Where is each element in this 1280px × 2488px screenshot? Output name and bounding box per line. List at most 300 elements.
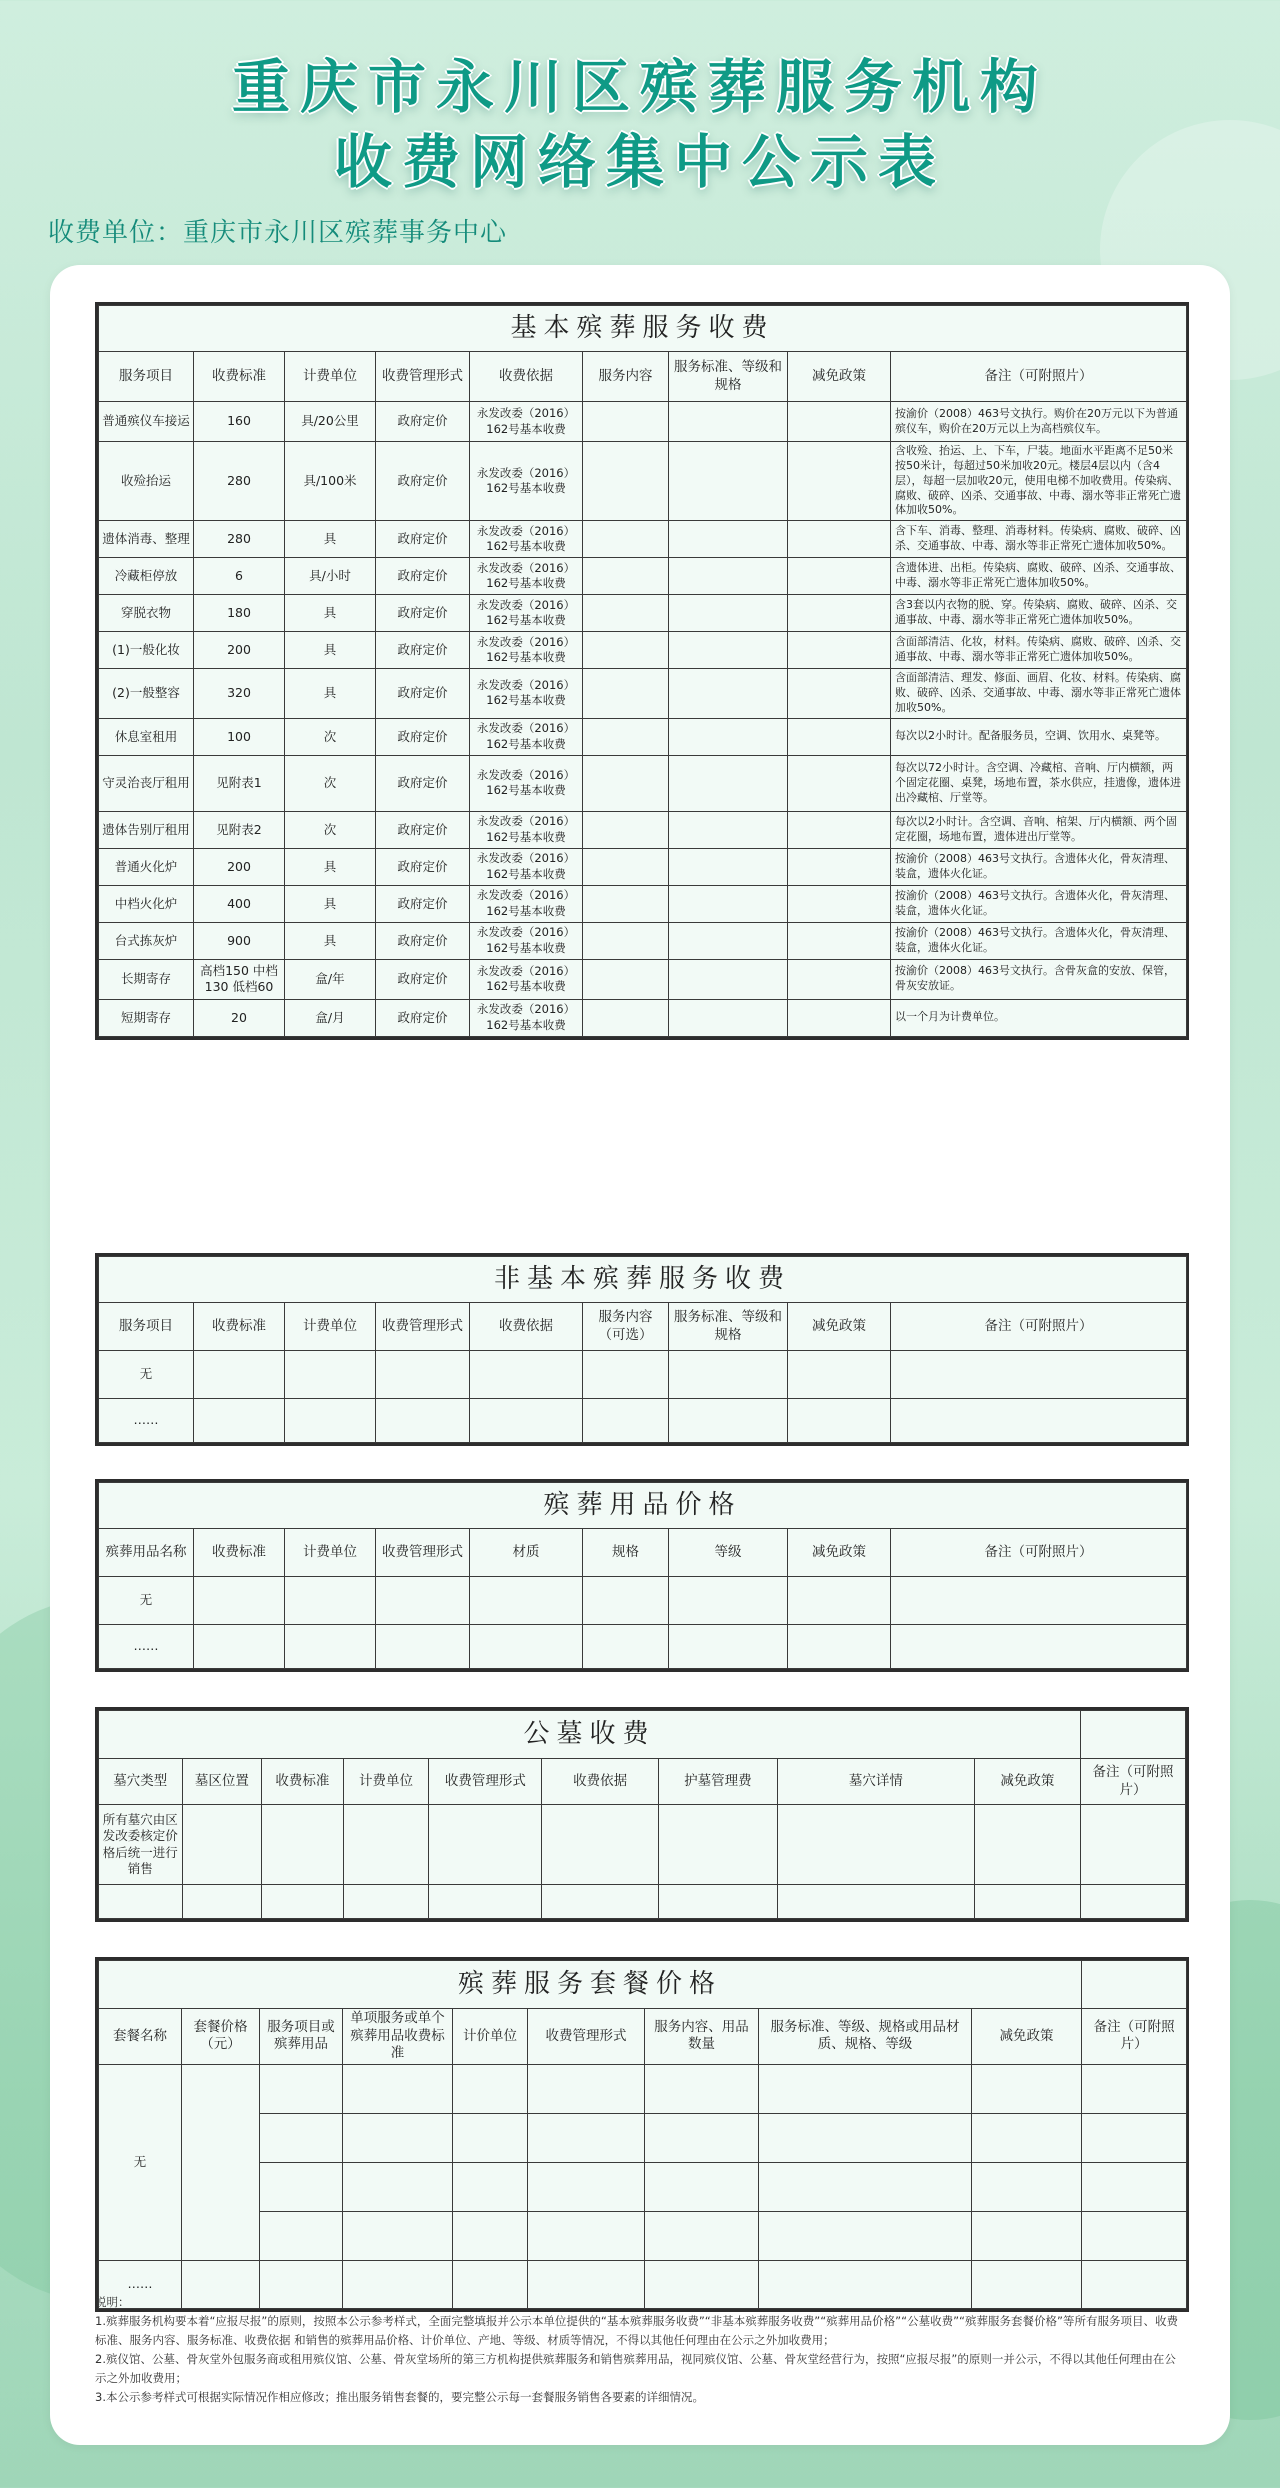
service-item: 长期寄存: [99, 959, 194, 999]
service-item: (1)一般化妆: [99, 632, 194, 669]
note-line: 2.殡仪馆、公墓、骨灰堂外包服务商或租用殡仪馆、公墓、骨灰堂场所的第三方机构提供殡葬服务和销售殡葬用品，视同殡仪馆、公墓、骨灰堂经营行为，按照“应报尽报”的原则一并公示，不得以其他任何理由在公示之外加收费用；: [95, 2351, 1176, 2385]
empty-cell: [285, 1577, 376, 1625]
service-content: [583, 885, 669, 922]
billing-unit: 具: [285, 885, 376, 922]
reduction-policy: [788, 595, 891, 632]
row-label: 所有墓穴由区发改委核定价格后统一进行销售: [99, 1805, 183, 1885]
reduction-policy: [788, 755, 891, 811]
column-header: 服务标准、等级和规格: [669, 352, 788, 402]
service-standard: [669, 718, 788, 755]
billing-unit: 次: [285, 755, 376, 811]
service-standard: [669, 922, 788, 959]
empty-cell: [470, 1577, 583, 1625]
column-header: 计价单位: [453, 2009, 528, 2065]
package-price-section: [95, 1957, 1189, 2312]
table-row: [99, 1885, 1186, 1919]
empty-cell: [528, 2113, 645, 2162]
column-header: 减免政策: [788, 352, 891, 402]
column-header: 服务内容: [583, 352, 669, 402]
empty-cell: [376, 1399, 470, 1443]
supplies-price-table: [98, 1482, 1187, 1669]
service-standard: [669, 848, 788, 885]
note-line: 3.本公示参考样式可根据实际情况作相应修改；推出服务销售套餐的，要完整公示每一套餐服务销售各要素的详细情况。: [95, 2389, 704, 2404]
management-form: 政府定价: [376, 558, 470, 595]
empty-cell: [285, 1399, 376, 1443]
empty-cell: [343, 2113, 453, 2162]
fee-basis: 永发改委（2016）162号基本收费: [470, 755, 583, 811]
service-content: [583, 811, 669, 848]
management-form: 政府定价: [376, 595, 470, 632]
empty-cell: [759, 2162, 972, 2211]
service-standard: [669, 811, 788, 848]
service-standard: [669, 632, 788, 669]
nonbasic-fee-section: [95, 1253, 1189, 1446]
table-row: [99, 1351, 1187, 1399]
column-header: 计费单位: [343, 1759, 429, 1805]
empty-cell: [542, 1885, 658, 1919]
empty-cell: [777, 1885, 974, 1919]
fee-basis: 永发改委（2016）162号基本收费: [470, 595, 583, 632]
empty-cell: [262, 1805, 344, 1885]
remark: 含遗体进、出柜。传染病、腐败、破碎、凶杀、交通事故、中毒、溺水等非正常死亡遗体加收50%。: [891, 558, 1187, 595]
basic-section-title: 基本殡葬服务收费: [99, 306, 1187, 352]
fee-standard: 280: [194, 442, 285, 521]
reduction-policy: [788, 402, 891, 442]
column-header: 减免政策: [972, 2009, 1082, 2065]
empty-cell: [194, 1399, 285, 1443]
empty-cell: [528, 2064, 645, 2113]
reduction-policy: [788, 848, 891, 885]
fee-standard: 6: [194, 558, 285, 595]
empty-cell: [260, 2162, 343, 2211]
basic-fee-section: [95, 302, 1189, 1040]
fee-basis: 永发改委（2016）162号基本收费: [470, 959, 583, 999]
empty-cell: [1080, 1885, 1185, 1919]
billing-unit: 次: [285, 718, 376, 755]
empty-cell: [528, 2211, 645, 2260]
column-header: 单项服务或单个殡葬用品收费标准: [343, 2009, 453, 2065]
fee-basis: 永发改委（2016）162号基本收费: [470, 558, 583, 595]
service-item: 遗体消毒、整理: [99, 521, 194, 558]
empty-cell: [528, 2162, 645, 2211]
column-header: 服务内容（可选）: [583, 1303, 669, 1351]
remark: 按渝价（2008）463号文执行。含遗体火化，骨灰清理、装盒，遗体火化证。: [891, 848, 1187, 885]
empty-cell: [759, 2064, 972, 2113]
billing-unit: 具/100米: [285, 442, 376, 521]
column-header: 收费管理形式: [429, 1759, 542, 1805]
empty-cell: [972, 2211, 1082, 2260]
empty-cell: [453, 2211, 528, 2260]
column-header: 护墓管理费: [658, 1759, 777, 1805]
cemetery-fee-table: [98, 1710, 1186, 1919]
remark: 含面部清洁、化妆，材料。传染病、腐败、破碎、凶杀、交通事故、中毒、溺水等非正常死亡遗体加收50%。: [891, 632, 1187, 669]
fee-standard: 100: [194, 718, 285, 755]
column-header: 服务标准、等级、规格或用品材质、规格、等级: [759, 2009, 972, 2065]
empty-cell: [891, 1399, 1187, 1443]
management-form: 政府定价: [376, 632, 470, 669]
management-form: 政府定价: [376, 922, 470, 959]
table-row: [99, 1625, 1187, 1669]
empty-cell: [182, 1805, 262, 1885]
management-form: 政府定价: [376, 402, 470, 442]
empty-cell: [583, 1399, 669, 1443]
table-row: [99, 521, 1187, 558]
table-row: [99, 2162, 1187, 2211]
column-header: 服务项目: [99, 1303, 194, 1351]
column-header: 服务项目: [99, 352, 194, 402]
service-item: 遗体告别厅租用: [99, 811, 194, 848]
column-header: 备注（可附照片）: [891, 352, 1187, 402]
charge-unit-label: 收费单位：重庆市永川区殡葬事务中心: [48, 218, 508, 248]
remark: 含3套以内衣物的脱、穿。传染病、腐败、破碎、凶杀、交通事故、中毒、溺水等非正常死亡遗体加收50%。: [891, 595, 1187, 632]
billing-unit: 具: [285, 848, 376, 885]
table-row: [99, 885, 1187, 922]
empty-cell: [429, 1805, 542, 1885]
empty-cell: [891, 1625, 1187, 1669]
service-content: [583, 669, 669, 719]
service-item: 守灵治丧厅租用: [99, 755, 194, 811]
management-form: 政府定价: [376, 848, 470, 885]
table-row: [99, 1577, 1187, 1625]
supplies-price-section: [95, 1479, 1189, 1672]
fee-basis: 永发改委（2016）162号基本收费: [470, 999, 583, 1036]
billing-unit: 具: [285, 521, 376, 558]
empty-cell: [974, 1805, 1080, 1885]
nonbasic-section-title: 非基本殡葬服务收费: [99, 1257, 1187, 1303]
management-form: 政府定价: [376, 811, 470, 848]
table-row: [99, 2211, 1187, 2260]
service-content: [583, 959, 669, 999]
service-item: 中档火化炉: [99, 885, 194, 922]
remark: 含下车、消毒、整理、消毒材料。传染病、腐败、破碎、凶杀、交通事故、中毒、溺水等非正常死亡遗体加收50%。: [891, 521, 1187, 558]
service-content: [583, 922, 669, 959]
remark: 按渝价（2008）463号文执行。购价在20万元以下为普通殡仪车，购价在20万元以上为高档殡仪车。: [891, 402, 1187, 442]
table-row: [99, 999, 1187, 1036]
empty-cell: [260, 2064, 343, 2113]
remark: 含面部清洁、理发、修面、画眉、化妆、材料。传染病、腐败、破碎、凶杀、交通事故、中毒、溺水等非正常死亡遗体加收50%。: [891, 669, 1187, 719]
row-label: ……: [99, 2260, 182, 2308]
empty-cell: [470, 1351, 583, 1399]
billing-unit: 盒/月: [285, 999, 376, 1036]
column-header: 计费单位: [285, 1303, 376, 1351]
fee-standard: 900: [194, 922, 285, 959]
fee-standard: 高档150 中档130 低档60: [194, 959, 285, 999]
reduction-policy: [788, 442, 891, 521]
empty-cell: [788, 1351, 891, 1399]
service-content: [583, 558, 669, 595]
row-label: 无: [99, 2064, 182, 2260]
empty-cell: [194, 1577, 285, 1625]
empty-cell: [645, 2064, 759, 2113]
reduction-policy: [788, 558, 891, 595]
service-item: 休息室租用: [99, 718, 194, 755]
service-standard: [669, 669, 788, 719]
notes-block: [95, 2293, 1185, 2407]
column-header: 备注（可附照片）: [891, 1529, 1187, 1577]
reduction-policy: [788, 811, 891, 848]
billing-unit: 具: [285, 922, 376, 959]
empty-cell: [583, 1577, 669, 1625]
package-price-table: [98, 1960, 1187, 2309]
table-row: [99, 669, 1187, 719]
supplies-section-title: 殡葬用品价格: [99, 1483, 1187, 1529]
column-header: 等级: [669, 1529, 788, 1577]
service-content: [583, 848, 669, 885]
service-content: [583, 595, 669, 632]
column-header: 备注（可附照片）: [1082, 2009, 1187, 2065]
management-form: 政府定价: [376, 669, 470, 719]
table-row: [99, 1399, 1187, 1443]
billing-unit: 具/小时: [285, 558, 376, 595]
billing-unit: 具: [285, 595, 376, 632]
service-item: 收殓抬运: [99, 442, 194, 521]
service-item: (2)一般整容: [99, 669, 194, 719]
empty-cell: [1082, 2113, 1187, 2162]
empty-cell: [1082, 2064, 1187, 2113]
service-standard: [669, 999, 788, 1036]
column-header: 收费管理形式: [376, 1529, 470, 1577]
row-label: ……: [99, 1625, 194, 1669]
billing-unit: 次: [285, 811, 376, 848]
note-line: 说明：: [95, 2295, 130, 2309]
empty-cell: [194, 1351, 285, 1399]
service-standard: [669, 885, 788, 922]
column-header: 减免政策: [788, 1303, 891, 1351]
empty-cell: [376, 1351, 470, 1399]
remark: 每次以2小时计。配备服务员，空调、饮用水、桌凳等。: [891, 718, 1187, 755]
column-header: 收费管理形式: [376, 1303, 470, 1351]
empty-cell: [262, 1885, 344, 1919]
row-label: 无: [99, 1577, 194, 1625]
column-header: 减免政策: [974, 1759, 1080, 1805]
fee-basis: 永发改委（2016）162号基本收费: [470, 669, 583, 719]
column-header: 计费单位: [285, 1529, 376, 1577]
empty-cell: [658, 1805, 777, 1885]
page-title-line2: 收费网络集中公示表: [333, 128, 946, 196]
reduction-policy: [788, 922, 891, 959]
empty-cell: [285, 1351, 376, 1399]
column-header: 墓区位置: [182, 1759, 262, 1805]
empty-cell: [583, 1625, 669, 1669]
empty-cell: [182, 2064, 260, 2260]
reduction-policy: [788, 632, 891, 669]
empty-cell: [974, 1885, 1080, 1919]
column-header: 套餐价格（元）: [182, 2009, 260, 2065]
package-section-title: 殡葬服务套餐价格: [99, 1961, 1082, 2009]
empty-cell: [891, 1351, 1187, 1399]
service-item: 普通火化炉: [99, 848, 194, 885]
empty-cell: [645, 2162, 759, 2211]
empty-cell: [658, 1885, 777, 1919]
basic-fee-table: [98, 305, 1187, 1037]
service-item: 冷藏柜停放: [99, 558, 194, 595]
empty-cell: [343, 2162, 453, 2211]
management-form: 政府定价: [376, 885, 470, 922]
column-header: 收费标准: [194, 352, 285, 402]
management-form: 政府定价: [376, 999, 470, 1036]
empty-cell: [470, 1625, 583, 1669]
column-header: 计费单位: [285, 352, 376, 402]
empty-cell: [972, 2162, 1082, 2211]
column-header: 服务标准、等级和规格: [669, 1303, 788, 1351]
fee-standard: 见附表1: [194, 755, 285, 811]
fee-basis: 永发改委（2016）162号基本收费: [470, 718, 583, 755]
management-form: 政府定价: [376, 959, 470, 999]
column-header: 服务项目或殡葬用品: [260, 2009, 343, 2065]
remark: 按渝价（2008）463号文执行。含遗体火化，骨灰清理、装盒，遗体火化证。: [891, 922, 1187, 959]
fee-basis: 永发改委（2016）162号基本收费: [470, 922, 583, 959]
empty-cell: [194, 1625, 285, 1669]
service-content: [583, 632, 669, 669]
management-form: 政府定价: [376, 718, 470, 755]
empty-cell: [343, 2211, 453, 2260]
remark: 每次以72小时计。含空调、冷藏棺、音响、厅内横额，两个固定花圈、桌凳，场地布置，茶水供应，挂遗像，遗体进出冷藏棺、厅堂等。: [891, 755, 1187, 811]
row-label: 无: [99, 1351, 194, 1399]
management-form: 政府定价: [376, 521, 470, 558]
table-row: [99, 755, 1187, 811]
empty-cell: [777, 1805, 974, 1885]
empty-cell: [972, 2113, 1082, 2162]
table-row: [99, 442, 1187, 521]
service-standard: [669, 558, 788, 595]
empty-cell: [343, 2064, 453, 2113]
nonbasic-fee-table: [98, 1256, 1187, 1443]
column-header: 收费依据: [542, 1759, 658, 1805]
reduction-policy: [788, 959, 891, 999]
table-row: [99, 1805, 1186, 1885]
service-item: 穿脱衣物: [99, 595, 194, 632]
fee-basis: 永发改委（2016）162号基本收费: [470, 521, 583, 558]
empty-cell: [669, 1625, 788, 1669]
column-header: 墓穴类型: [99, 1759, 183, 1805]
billing-unit: 具/20公里: [285, 402, 376, 442]
fee-standard: 400: [194, 885, 285, 922]
column-header: 服务内容、用品数量: [645, 2009, 759, 2065]
service-standard: [669, 959, 788, 999]
fee-standard: 20: [194, 999, 285, 1036]
service-content: [583, 755, 669, 811]
service-item: 普通殡仪车接运: [99, 402, 194, 442]
column-header: 套餐名称: [99, 2009, 182, 2065]
empty-cell: [453, 2113, 528, 2162]
empty-cell: [260, 2211, 343, 2260]
management-form: 政府定价: [376, 755, 470, 811]
reduction-policy: [788, 999, 891, 1036]
service-item: 台式拣灰炉: [99, 922, 194, 959]
column-header: 收费标准: [262, 1759, 344, 1805]
empty-cell: [182, 1885, 262, 1919]
empty-cell: [645, 2113, 759, 2162]
fee-standard: 320: [194, 669, 285, 719]
cemetery-fee-section: [95, 1707, 1189, 1922]
empty-cell: [376, 1625, 470, 1669]
reduction-policy: [788, 521, 891, 558]
fee-basis: 永发改委（2016）162号基本收费: [470, 885, 583, 922]
service-standard: [669, 402, 788, 442]
service-standard: [669, 521, 788, 558]
row-label: [99, 1885, 183, 1919]
column-header: 减免政策: [788, 1529, 891, 1577]
table-row: [99, 922, 1187, 959]
empty-cell: [343, 1805, 429, 1885]
billing-unit: 盒/年: [285, 959, 376, 999]
fee-basis: 永发改委（2016）162号基本收费: [470, 848, 583, 885]
empty-cell: [542, 1805, 658, 1885]
empty-cell: [470, 1399, 583, 1443]
note-line: 1.殡葬服务机构要本着“应报尽报”的原则，按照本公示参考样式，全面完整填报并公示本单位提供的“基本殡葬服务收费”“非基本殡葬服务收费”“殡葬用品价格”“公墓收费”“殡葬服务套餐价格”等所有服务项目、收费标准、服务内容、服务标准、收费依据 和销售的殡葬用品价格、计价单位、产地、等级、材质等情况，不得以其他任何理由在公示之外加收费用；: [95, 2313, 1178, 2347]
table-row: [99, 632, 1187, 669]
column-header: 收费管理形式: [528, 2009, 645, 2065]
column-header: 墓穴详情: [777, 1759, 974, 1805]
table-row: [99, 2064, 1187, 2113]
reduction-policy: [788, 669, 891, 719]
remark: 每次以2小时计。含空调、音响、棺架、厅内横额、两个固定花圈，场地布置，遗体进出厅堂等。: [891, 811, 1187, 848]
remark: 以一个月为计费单位。: [891, 999, 1187, 1036]
service-standard: [669, 755, 788, 811]
table-row: [99, 848, 1187, 885]
empty-cell: [429, 1885, 542, 1919]
fee-standard: 200: [194, 848, 285, 885]
column-header: 材质: [470, 1529, 583, 1577]
column-header: 收费管理形式: [376, 352, 470, 402]
empty-cell: [1082, 2162, 1187, 2211]
fee-basis: 永发改委（2016）162号基本收费: [470, 442, 583, 521]
fee-standard: 180: [194, 595, 285, 632]
empty-cell: [669, 1577, 788, 1625]
column-header: 备注（可附照片）: [1080, 1759, 1185, 1805]
table-row: [99, 558, 1187, 595]
fee-standard: 200: [194, 632, 285, 669]
empty-cell: [669, 1399, 788, 1443]
content-card: [50, 265, 1230, 2445]
empty-cell: [788, 1577, 891, 1625]
fee-standard: 280: [194, 521, 285, 558]
fee-basis: 永发改委（2016）162号基本收费: [470, 402, 583, 442]
column-header: 收费依据: [470, 352, 583, 402]
service-standard: [669, 595, 788, 632]
empty-cell: [453, 2162, 528, 2211]
management-form: 政府定价: [376, 442, 470, 521]
cemetery-section-title: 公墓收费: [99, 1711, 1081, 1759]
fee-basis: 永发改委（2016）162号基本收费: [470, 811, 583, 848]
table-row: [99, 595, 1187, 632]
table-row: [99, 811, 1187, 848]
service-content: [583, 718, 669, 755]
empty-cell: [583, 1351, 669, 1399]
empty-cell: [759, 2211, 972, 2260]
empty-cell: [1082, 2211, 1187, 2260]
table-row: [99, 959, 1187, 999]
column-header: 殡葬用品名称: [99, 1529, 194, 1577]
table-row: [99, 402, 1187, 442]
column-header: 规格: [583, 1529, 669, 1577]
billing-unit: 具: [285, 632, 376, 669]
service-content: [583, 442, 669, 521]
fee-standard: 160: [194, 402, 285, 442]
table-row: [99, 718, 1187, 755]
empty-cell: [260, 2113, 343, 2162]
empty-cell: [285, 1625, 376, 1669]
service-item: 短期寄存: [99, 999, 194, 1036]
empty-cell: [669, 1351, 788, 1399]
billing-unit: 具: [285, 669, 376, 719]
column-header: 备注（可附照片）: [891, 1303, 1187, 1351]
row-label: ……: [99, 1399, 194, 1443]
service-content: [583, 402, 669, 442]
empty-cell: [645, 2211, 759, 2260]
fee-standard: 见附表2: [194, 811, 285, 848]
service-content: [583, 999, 669, 1036]
